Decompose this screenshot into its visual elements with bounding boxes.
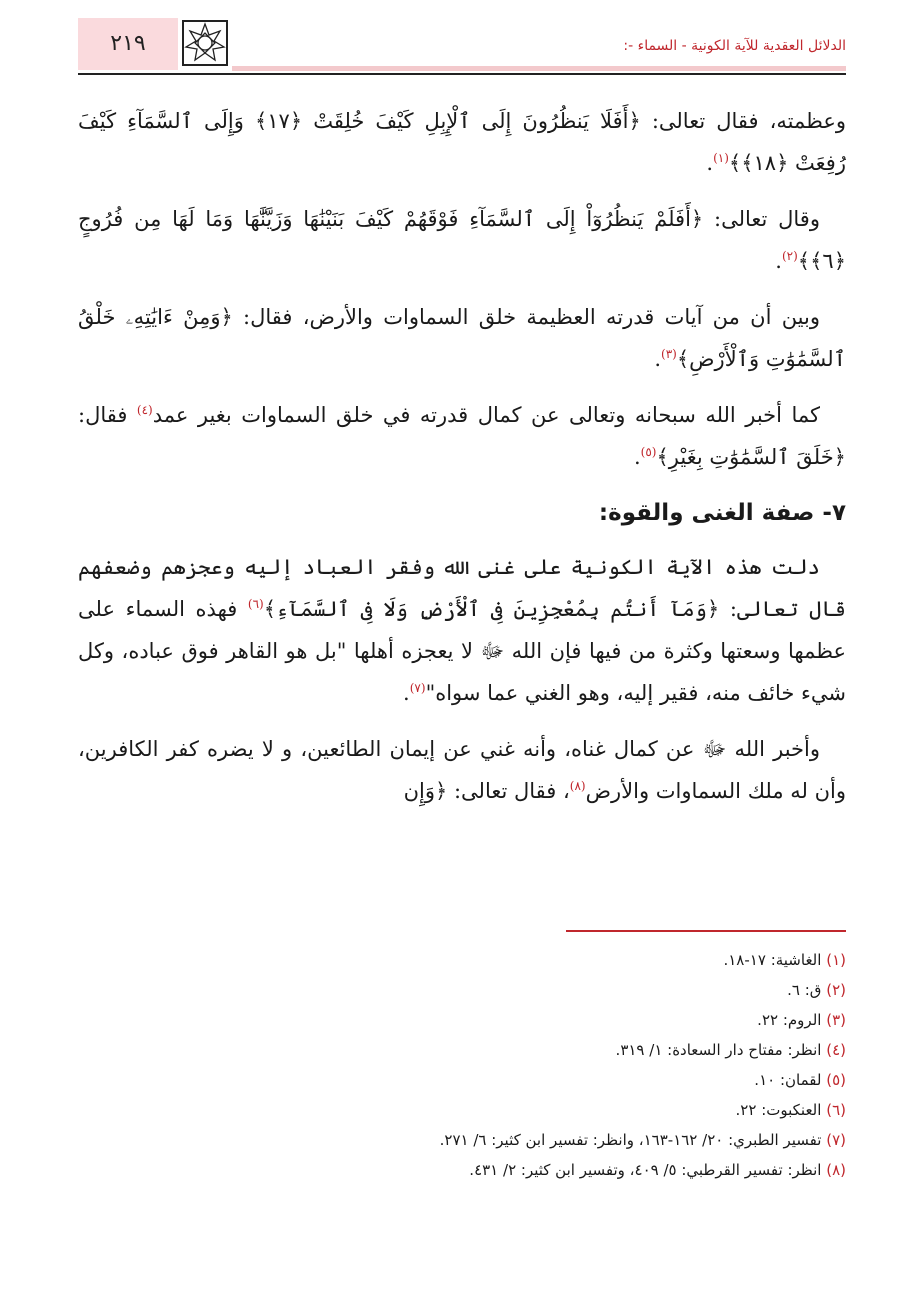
footnote-text: تفسير الطبري: ٢٠/ ١٦٢-١٦٣، وانظر: تفسير ابن كثير: ٦/ ٢٧١. xyxy=(439,1131,822,1149)
paragraph-text: وقال تعالى: xyxy=(703,207,820,231)
footnote xyxy=(78,1125,846,1155)
paragraph xyxy=(78,394,846,478)
footnote-text: الروم: ٢٢. xyxy=(757,1011,822,1029)
footnote-number: (٥) xyxy=(826,1071,846,1089)
paragraph-text: وعظمته، فقال تعالى: xyxy=(640,109,847,133)
paragraph-end: . xyxy=(775,249,782,273)
footnote-ref: (١) xyxy=(713,151,729,165)
paragraph-text: دلت هذه الآية الكونية على غنى الله وفقر العباد إليه وعجزهم وضعفهم قال تعالى: xyxy=(78,555,846,621)
quran-verse: ﴿خَلَقَ ٱلسَّمَٰوَٰتِ بِغَيْرِ﴾ xyxy=(656,445,846,469)
footnote-number: (٤) xyxy=(826,1041,846,1059)
footnotes xyxy=(78,945,846,1185)
footnote-ref: (٣) xyxy=(661,347,677,361)
paragraph xyxy=(78,100,846,184)
quran-verse: ﴿وَمِنْ ءَايَٰتِهِۦ خَلْقُ ٱلسَّمَٰوَٰتِ وَٱلْأَرْضِ﴾ xyxy=(78,305,846,371)
footnote xyxy=(78,975,846,1005)
header-bar xyxy=(232,66,846,71)
footnote-number: (٢) xyxy=(826,981,846,999)
footnote xyxy=(78,1035,846,1065)
footnote-number: (٧) xyxy=(826,1131,846,1149)
section-heading: ٧- صفة الغنى والقوة: xyxy=(598,500,846,526)
quran-verse: ﴿أَفَلَمْ يَنظُرُوٓاْ إِلَى ٱلسَّمَآءِ فَوْقَهُمْ كَيْفَ بَنَيْنَٰهَا وَزَيَّنَّٰهَا وَمَا لَهَا مِن فُرُوجٍ ﴿٦﴾﴾ xyxy=(78,207,846,273)
page-number: ٢١٩ xyxy=(110,31,146,56)
paragraph xyxy=(78,198,846,282)
footnote-ref: (٦) xyxy=(247,597,264,611)
footnote-divider xyxy=(566,930,846,932)
footnote xyxy=(78,1065,846,1095)
footnote-text: العنكبوت: ٢٢. xyxy=(735,1101,822,1119)
footnote-number: (٦) xyxy=(826,1101,846,1119)
geometric-ornament-icon xyxy=(182,20,228,66)
footnote-text: لقمان: ١٠. xyxy=(754,1071,822,1089)
footnote-number: (٨) xyxy=(826,1161,846,1179)
paragraph-end: . xyxy=(706,151,714,175)
paragraph-text: وبين أن من آيات قدرته العظيمة خلق السماوات والأرض، فقال: xyxy=(232,305,820,329)
footnote xyxy=(78,1005,846,1035)
footnote-ref: (٤) xyxy=(136,403,153,417)
paragraph-text: وأخبر الله ﷻ عن كمال غناه، وأنه غني عن إيمان الطائعين، و لا يضره كفر الكافرين، وأن له ملك السماوات والأرض xyxy=(78,737,846,803)
page-number-box xyxy=(78,18,178,70)
paragraph xyxy=(78,546,846,714)
footnote-text: انظر: تفسير القرطبي: ٥/ ٤٠٩، وتفسير ابن كثير: ٢/ ٤٣١. xyxy=(469,1161,822,1179)
footnote-ref: (٥) xyxy=(640,445,657,459)
paragraph-end: . xyxy=(403,681,410,705)
footnote xyxy=(78,1095,846,1125)
quran-verse: ﴿أَفَلَا يَنظُرُونَ إِلَى ٱلْإِبِلِ كَيْفَ خُلِقَتْ ﴿١٧﴾ وَإِلَى ٱلسَّمَآءِ كَيْفَ رُفِعَتْ ﴿١٨﴾﴾ xyxy=(78,109,846,175)
paragraph-text: فقال: xyxy=(78,403,137,427)
footnote-ref: (٧) xyxy=(409,681,426,695)
paragraph-text: ، فقال تعالى: xyxy=(447,779,570,803)
page-header xyxy=(78,18,846,70)
footnote-text: ق: ٦. xyxy=(787,981,822,999)
header-rule xyxy=(78,73,846,75)
main-text xyxy=(78,100,846,826)
paragraph xyxy=(78,296,846,380)
quran-verse: ﴿وَإِن xyxy=(403,779,448,803)
footnote-text: الغاشية: ١٧-١٨. xyxy=(723,951,822,969)
paragraph xyxy=(78,728,846,812)
paragraph-text: كما أخبر الله سبحانه وتعالى عن كمال قدرته في خلق السماوات بغير عمد xyxy=(152,403,820,427)
paragraph-text: فهذه السماء على عظمها وسعتها وكثرة من فيها فإن الله ﷻ لا يعجزه أهلها "بل هو القاهر فوق عباده، وكل شيء خائف منه، فقير إليه، وهو الغني عما سواه" xyxy=(78,597,846,705)
quran-verse: ﴿وَمَآ أَنتُم بِمُعْجِزِينَ فِى ٱلْأَرْضِ وَلَا فِى ٱلسَّمَآءِ﴾ xyxy=(263,597,720,621)
footnote xyxy=(78,945,846,975)
footnote-ref: (٨) xyxy=(569,779,586,793)
footnote xyxy=(78,1155,846,1185)
footnote-ref: (٢) xyxy=(781,249,798,263)
footnote-number: (١) xyxy=(826,951,846,969)
footnote-number: (٣) xyxy=(826,1011,846,1029)
paragraph-end: . xyxy=(633,445,641,469)
running-title: الدلائل العقدية للآية الكونية - السماء -: xyxy=(623,38,846,54)
footnote-text: انظر: مفتاح دار السعادة: ١/ ٣١٩. xyxy=(615,1041,822,1059)
paragraph-end: . xyxy=(654,347,662,371)
